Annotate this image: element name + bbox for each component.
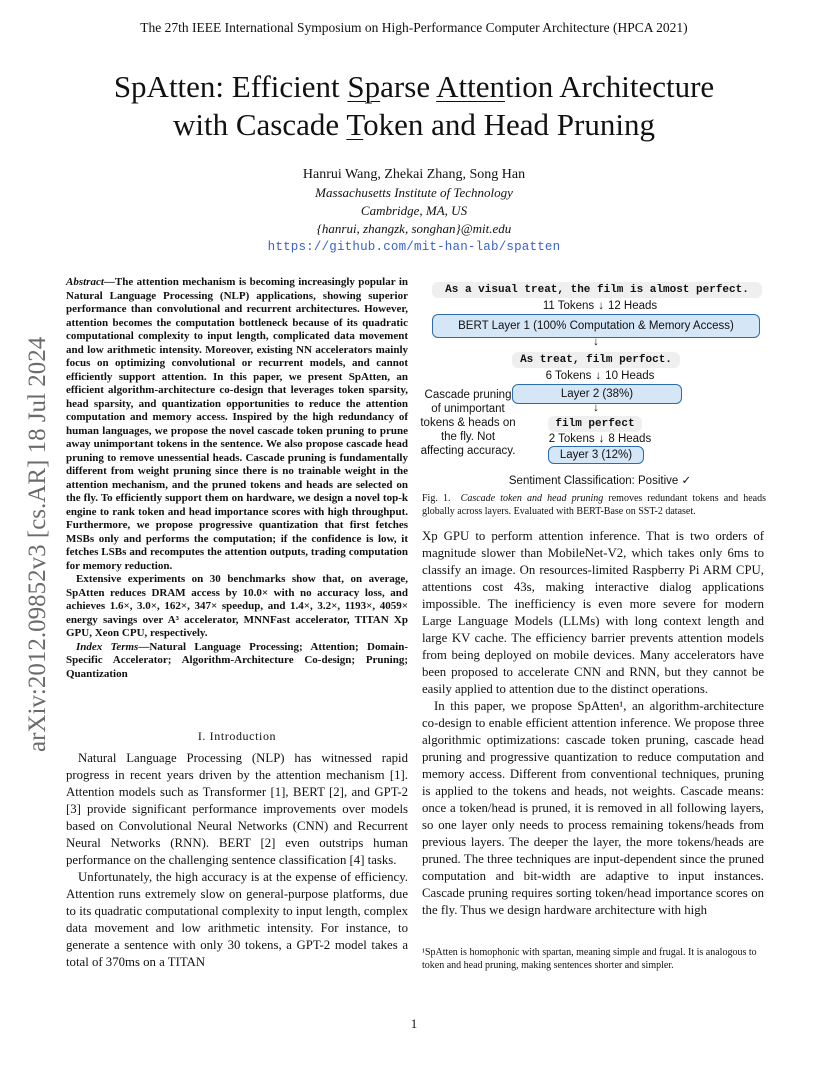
head-count: 10 Heads — [605, 370, 655, 382]
caption-text: removes redundant tokens and heads globally across layers. Evaluated with BERT-Base on SST-2 dataset. — [422, 493, 767, 517]
email: {hanrui, zhangzk, songhan}@mit.edu — [316, 221, 512, 236]
title-text: T — [346, 107, 364, 142]
layer-3: Layer 3 (12%) — [548, 446, 644, 464]
page-number: 1 — [410, 1016, 418, 1031]
venue-header: The 27th IEEE International Symposium on High-Performance Computer Architecture (HPCA 2021) — [140, 20, 688, 35]
paper-title — [40, 68, 788, 144]
abstract-paragraph: —The attention mechanism is becoming increasingly popular in Natural Language Processing (NLP) applications, showing superior performance than convolutional and recurrent architectures. However, attention becomes the computation bottleneck because of its quadratic computational complexity to input length, complicated data movement and low arithmetic intensity. Moreover, existing NN accelerators mainly focus on optimizing convolutional or recurrent models, and cannot efficiently support attention. In this paper, we present SpAtten, an efficient algorithm-architecture co-design that leverages token sparsity, head sparsity, and quantization opportunities to reduce the attention computation and memory access. Inspired by the high redundancy of human languages, we propose the novel cascade token pruning to prune away unimportant tokens in the sentence. We also propose cascade head pruning to remove unessential heads. Cascade pruning is fundamentally different from weight pruning since there is no trainable weight in the attention mechanism, and the pruned tokens and heads are selected on the fly. To efficiently support them on hardware, we design a novel top-k engine to rank token and head importance scores with high throughput. Furthermore, we propose progressive quantization that first fetches MSBs only and performs the computation; if the confidence is low, it fetches LSBs and recomputes the attention outputs, trading computation for memory reduction. — [66, 276, 408, 572]
right-column-body — [422, 528, 764, 919]
pruned-sentence-2: As treat, film perfoct. — [512, 352, 680, 368]
layer3-stats — [480, 433, 720, 445]
index-terms: —Natural Language Processing; Attention; Domain-Specific Accelerator; Algorithm-Architecture Co-design; Pruning; Quantization — [66, 640, 408, 680]
body-paragraph: In this paper, we propose SpAtten¹, an algorithm-architecture co-design to enable efficient attention inference. We propose three algorithmic optimizations: cascade token pruning, cascade head pruning and progressive quantization to reduce computation and memory access. Different from conventional techniques, pruning is applied to the tokens and heads, not weights. Cascade means: once a token/head is pruned, it is removed in all following layers, so one layer only needs to process remaining tokens/heads from previous layers. The deeper the layer, the more tokens/heads are pruned. The three techniques are input-dependent since the pruned computation and bit-width are adaptive to input instances. Cascade pruning requires sorting token/head importance scores on the fly. Thus we design hardware architecture with high — [422, 699, 764, 917]
layer-2: Layer 2 (38%) — [512, 384, 682, 404]
body-paragraph: Xp GPU to perform attention inference. That is two orders of magnitude slower than MobileNet-V2, which takes only 6ms to classify an image. On resources-limited Raspberry Pi ARM CPU, attentions cost 43s, making interactive dialog applications impossible. The inefficiency is even more severe for modern Large Language Models (LLMs) with long context length and large KV cache. The efficiency barrier prevents attention models from being deployed on mobile devices. Many accelerators have been proposed to accelerate CNN and RNN, but they cannot be easily applied to attention due to the distinct operations. — [422, 529, 764, 696]
intro-paragraph: Natural Language Processing (NLP) has witnessed rapid progress in recent years driven by the attention mechanism [1]. Attention models such as Transformer [1], BERT [2], and GPT-2 [3] provide significant performance improvements over models based on Convolutional Neural Networks (CNN) and Recurrent Neural Networks (RNN). BERT [2] even outstrips human performance on the challenging sentence classification [4] tasks. — [66, 751, 408, 867]
author-names: Hanrui Wang, Zhekai Zhang, Song Han — [302, 167, 526, 182]
intro-paragraph: Unfortunately, the high accuracy is at the expense of efficiency. Attention runs extremely slow on general-purpose platforms, due to its quadratic computational complexity to input length, complex data movement and low arithmetic intensity. For instance, to generate a sentence with only 30 tokens, a GPT-2 model takes a total of 370ms on a TITAN — [66, 870, 408, 969]
layer1-stats — [480, 300, 720, 312]
input-sentence: As a visual treat, the film is almost perfect. — [432, 282, 762, 298]
pruned-sentence-3: film perfect — [548, 416, 642, 432]
down-arrow-icon: ↓ — [598, 433, 605, 445]
arxiv-stamp: arXiv:2012.09852v3 [cs.AR] 18 Jul 2024 — [24, 336, 51, 752]
title-text: with Cascade — [173, 107, 347, 142]
title-text: Sp — [347, 69, 381, 104]
repo-link[interactable]: https://github.com/mit-han-lab/spatten — [267, 240, 561, 254]
down-arrow-icon: ↓ — [593, 336, 599, 348]
token-count: 2 Tokens — [548, 433, 595, 445]
caption-label: Fig. 1. — [422, 493, 451, 504]
index-terms-label: Index Terms — [76, 640, 139, 653]
layer2-stats — [480, 370, 720, 382]
abstract — [66, 276, 408, 681]
title-text: arse — [380, 69, 437, 104]
location: Cambridge, MA, US — [360, 203, 468, 218]
down-arrow-icon: ↓ — [593, 402, 599, 414]
token-count: 6 Tokens — [545, 370, 592, 382]
result-label: Sentiment Classification: Positive ✓ — [508, 475, 692, 487]
title-text: SpAtten: Efficient — [113, 69, 348, 104]
head-count: 8 Heads — [608, 433, 652, 445]
bert-layer-1: BERT Layer 1 (100% Computation & Memory Access) — [432, 314, 760, 338]
figure-1 — [420, 280, 770, 490]
abstract-paragraph: Extensive experiments on 30 benchmarks show that, on average, SpAtten reduces DRAM access by 10.0× with no accuracy loss, and achieves 1.6×, 3.0×, 162×, 347× speedup, and 1.4×, 3.2×, 1193×, 4059× energy savings over A³ accelerator, MNNFast accelerator, TITAN Xp GPU, Xeon CPU, respectively. — [66, 573, 408, 639]
token-count: 11 Tokens — [542, 300, 595, 312]
section-heading: I. Introduction — [197, 729, 277, 743]
title-text: tion Architecture — [505, 69, 715, 104]
head-count: 12 Heads — [607, 300, 658, 312]
abstract-label: Abstract — [66, 276, 104, 288]
figure-caption — [422, 492, 766, 518]
down-arrow-icon: ↓ — [598, 300, 604, 312]
affiliation: Massachusetts Institute of Technology — [315, 185, 513, 200]
title-text: oken and Head Pruning — [363, 107, 655, 142]
footnote: ¹SpAtten is homophonic with spartan, meaning simple and frugal. It is analogous to token and head pruning, making sentences shorter and simpler. — [422, 947, 757, 971]
caption-emphasis: Cascade token and head pruning — [460, 493, 604, 504]
author-block — [0, 166, 828, 256]
title-text: Atten — [436, 69, 505, 104]
side-note: Cascade pruning of unimportant tokens & heads on the fly. Not affecting accuracy. — [420, 389, 516, 457]
down-arrow-icon: ↓ — [595, 370, 602, 382]
introduction — [66, 728, 408, 971]
